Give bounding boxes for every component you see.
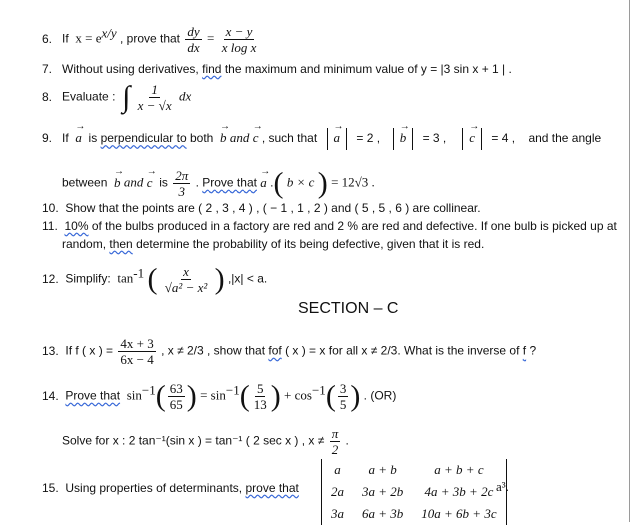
det-cell: 2a (331, 484, 344, 499)
question-8: 8. Evaluate : ∫ $\frac{1}{x - √x}$ dx (42, 80, 192, 114)
integrand-fraction: $\frac{1}{x - √x}$ (137, 82, 172, 113)
det-cell: 3a + 2b (362, 484, 404, 499)
section-heading: SECTION – C (298, 300, 399, 317)
derivative-fraction: $\frac{dy}{dx}$ (187, 24, 200, 55)
determinant-rhs: a³. (496, 479, 509, 494)
fraction-63-65: $\frac{63}{65}$ (169, 381, 183, 412)
question-15: 15. Using properties of determinants, prove that (42, 481, 299, 495)
pi-over-2-fraction: $\frac{\pi}{2}$ (331, 426, 339, 457)
question-13: 13. If f ( x ) = $\frac{4x + 3}{6x - 4}$ , x ≠ 2/3 , show that fof ( x ) = x for all x ≠ 2/3. What is the inverse of f ? (42, 336, 537, 367)
det-cell: 4a + 3b + 2c (424, 484, 494, 499)
angle-fraction: $\frac{2\pi}{3}$ (175, 168, 189, 199)
fraction-3-5: $\frac{3}{5}$ (339, 381, 347, 412)
function-fraction: $\frac{4x + 3}{6x - 4}$ (120, 336, 154, 367)
det-cell: 6a + 3b (362, 506, 404, 521)
question-11-continued: random, then determine the probability of its being defective, given that it is red. (62, 237, 485, 251)
det-cell: 3a (331, 506, 344, 521)
question-12: 12. Simplify: $\tan^{-1}$ ( $\frac{x}{\text{√a² − x²}}$ ) ,|x| < a. (42, 262, 268, 296)
integral-sign: ∫ (122, 80, 131, 114)
question-10: 10. Show that the points are ( 2 , 3 , 4 ) , ( − 1 , 1 , 2 ) and ( 5 , 5 , 6 ) are collinear. (42, 201, 481, 215)
question-14-or: Solve for x : 2 tan⁻¹(sin x ) = tan⁻¹ ( 2 sec x ) , x ≠ $\frac{\pi}{2}$ . (62, 426, 349, 457)
rhs-fraction: $\frac{x - y}{\text{x log x}}$ (221, 24, 257, 55)
det-cell: 10a + 6b + 3c (421, 506, 497, 521)
fraction-5-13: $\frac{5}{13}$ (253, 381, 267, 412)
question-6: 6. If $x = e^{x/y}$ , prove that $\frac{dy}{dx}$ = $\frac{x - y}{\text{x log x}}$ (42, 24, 257, 55)
simplify-fraction: $\frac{x}{\text{√a² − x²}}$ (164, 264, 208, 295)
det-cell: a + b + c (434, 462, 484, 477)
question-14: 14. Prove that $\sin^{-1}$( $\frac{63}{65}$ ) = $\sin^{-1}$( $\frac{5}{13}$ ) + $\cos^{-1}$( $\frac{3}{5}$ ) . (OR) (42, 379, 397, 413)
det-cell: a (334, 462, 341, 477)
question-9: 9. If → a is perpendicular to both → b and → c , such that → a = 2 , → b = 3 , → c = 4 , and the angle (42, 128, 601, 150)
question-9-continued: between → b and → c is $\frac{2\pi}{3}$ . Prove that → a .( b × c ) = 12√3 . (62, 168, 375, 199)
determinant (321, 459, 507, 525)
det-cell: a + b (368, 462, 397, 477)
question-7: 7. Without using derivatives, find the maximum and minimum value of y = |3 sin x + 1 | . (42, 62, 512, 76)
question-11: 11. 10% of the bulbs produced in a factory are red and 2 % are red and defective. If one bulb is picked up at (42, 219, 617, 233)
